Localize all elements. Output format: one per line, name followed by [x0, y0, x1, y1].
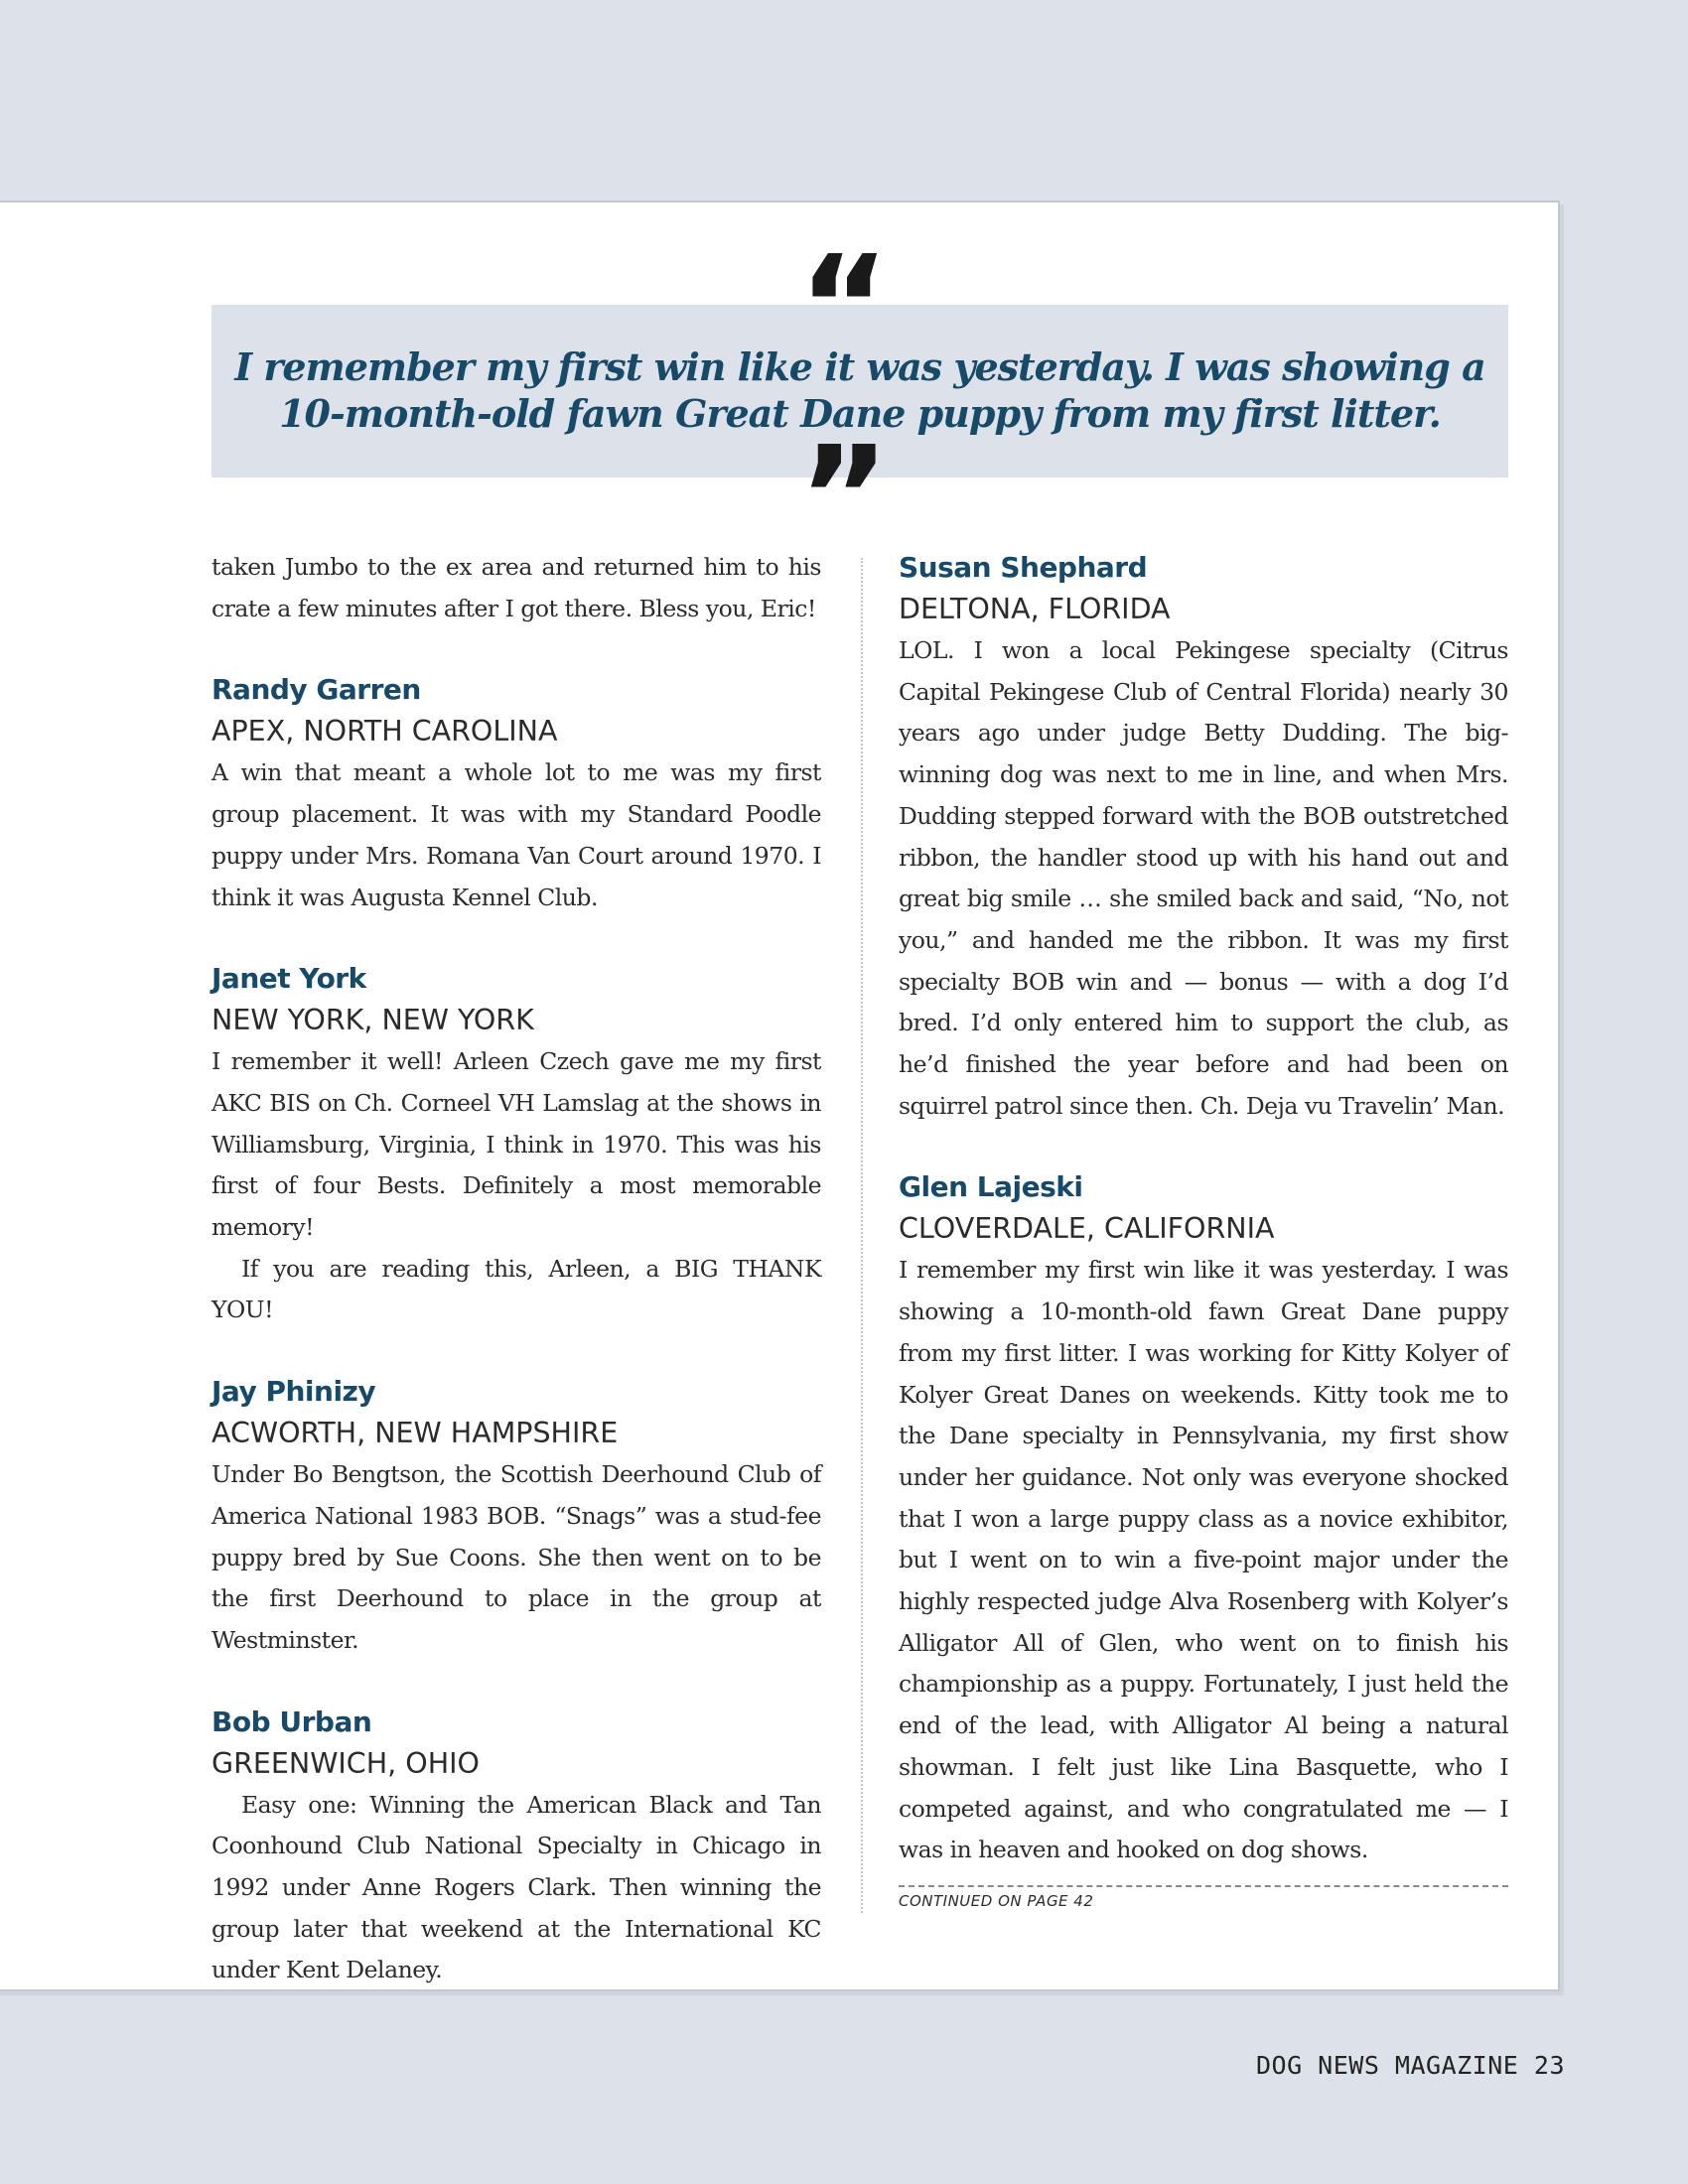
open-quote-icon: “	[797, 226, 891, 388]
contributor-name: Susan Shephard	[899, 551, 1148, 584]
lead-in-paragraph: taken Jumbo to the ex area and returned him to his crate a few minutes after I got there. Bless you, Eric!	[211, 553, 821, 622]
entry-jay-phinizy	[211, 1371, 821, 1662]
contributor-location: APEX, NORTH CAROLINA	[211, 715, 558, 749]
entry-glen-lajeski	[899, 1166, 1508, 1871]
contributor-name: Glen Lajeski	[899, 1170, 1083, 1204]
pull-quote-text: I remember my first win like it was yesterday. I was showing a 10-month-old fawn Great Dane puppy from my first litter.	[234, 344, 1485, 436]
contributor-location: CLOVERDALE, CALIFORNIA	[899, 1212, 1275, 1246]
right-column	[899, 547, 1508, 1911]
entry-paragraph: LOL. I won a local Pekingese specialty (Citrus Capital Pekingese Club of Central Florida) nearly 30 years ago under judge Betty Dudding. The big-winning dog was next to me in line, and when Mrs. Dudding stepped forward with the BOB outstretched ribbon, the handler stood up with his hand out and great big smile … she smiled back and said, “No, not you,” and handed me the ribbon. It was my first specialty BOB win and — bonus — with a dog I’d bred. I’d only entered him to support the club, as he’d finished the year before and had been on squirrel patrol since then. Ch. Deja vu Travelin’ Man.	[899, 636, 1508, 1120]
contributor-location: NEW YORK, NEW YORK	[211, 1004, 534, 1037]
contributor-location: GREENWICH, OHIO	[211, 1746, 480, 1780]
entry-paragraph: I remember it well! Arleen Czech gave me my first AKC BIS on Ch. Corneel VH Lamslag at the shows in Williamsburg, Virginia, I think in 1970. This was his first of four Bests. Definitely a most memorable memory!	[211, 1047, 821, 1242]
entry-bob-urban	[211, 1702, 821, 1992]
entry-paragraph: A win that meant a whole lot to me was my first group placement. It was with my Standard Poodle puppy under Mrs. Romana Van Court around 1970. I think it was Augusta Kennel Club.	[211, 758, 821, 911]
contributor-name: Randy Garren	[211, 673, 421, 707]
entry-susan-shephard	[899, 547, 1508, 1127]
contributor-name: Janet York	[211, 962, 366, 996]
entry-paragraph: Easy one: Winning the American Black and Tan Coonhound Club National Specialty in Chicago in 1992 under Anne Rogers Clark. Then winning the group later that weekend at the International KC under Kent Delaney.	[211, 1790, 821, 1984]
entry-randy-garren	[211, 669, 821, 918]
contributor-location: ACWORTH, NEW HAMPSHIRE	[211, 1417, 619, 1450]
entry-paragraph: I remember my first win like it was yesterday. I was showing a 10-month-old fawn Great Dane puppy from my first litter. I was working for Kitty Kolyer of Kolyer Great Danes on weekends. Kitty took me to the Dane specialty in Pennsylvania, my first show under her guidance. Not only was everyone shocked that I won a large puppy class as a novice exhibitor, but I went on to win a five-point major under the highly respected judge Alva Rosenberg with Kolyer’s Alligator All of Glen, who went on to finish his championship as a puppy. Fortunately, I just held the end of the lead, with Alligator Al being a natural showman. I felt just like Lina Basquette, who I competed against, and who congratulated me — I was in heaven and hooked on dog shows.	[899, 1256, 1508, 1864]
entry-paragraph: If you are reading this, Arleen, a BIG THANK YOU!	[211, 1254, 821, 1324]
contributor-location: DELTONA, FLORIDA	[899, 593, 1171, 625]
column-divider	[861, 558, 863, 1913]
left-column	[211, 547, 821, 1991]
page-footer: DOG NEWS MAGAZINE 23	[1255, 2051, 1565, 2080]
entry-janet-york	[211, 958, 821, 1331]
entry-paragraph: Under Bo Bengtson, the Scottish Deerhound Club of America National 1983 BOB. “Snags” was a stud-fee puppy bred by Sue Coons. She then went on to be the first Deerhound to place in the group at Westminster.	[211, 1460, 821, 1654]
close-quote-icon: ”	[797, 417, 891, 579]
continued-on-page-link[interactable]: CONTINUED ON PAGE 42	[899, 1885, 1508, 1911]
contributor-name: Bob Urban	[211, 1705, 372, 1738]
contributor-name: Jay Phinizy	[211, 1375, 376, 1409]
